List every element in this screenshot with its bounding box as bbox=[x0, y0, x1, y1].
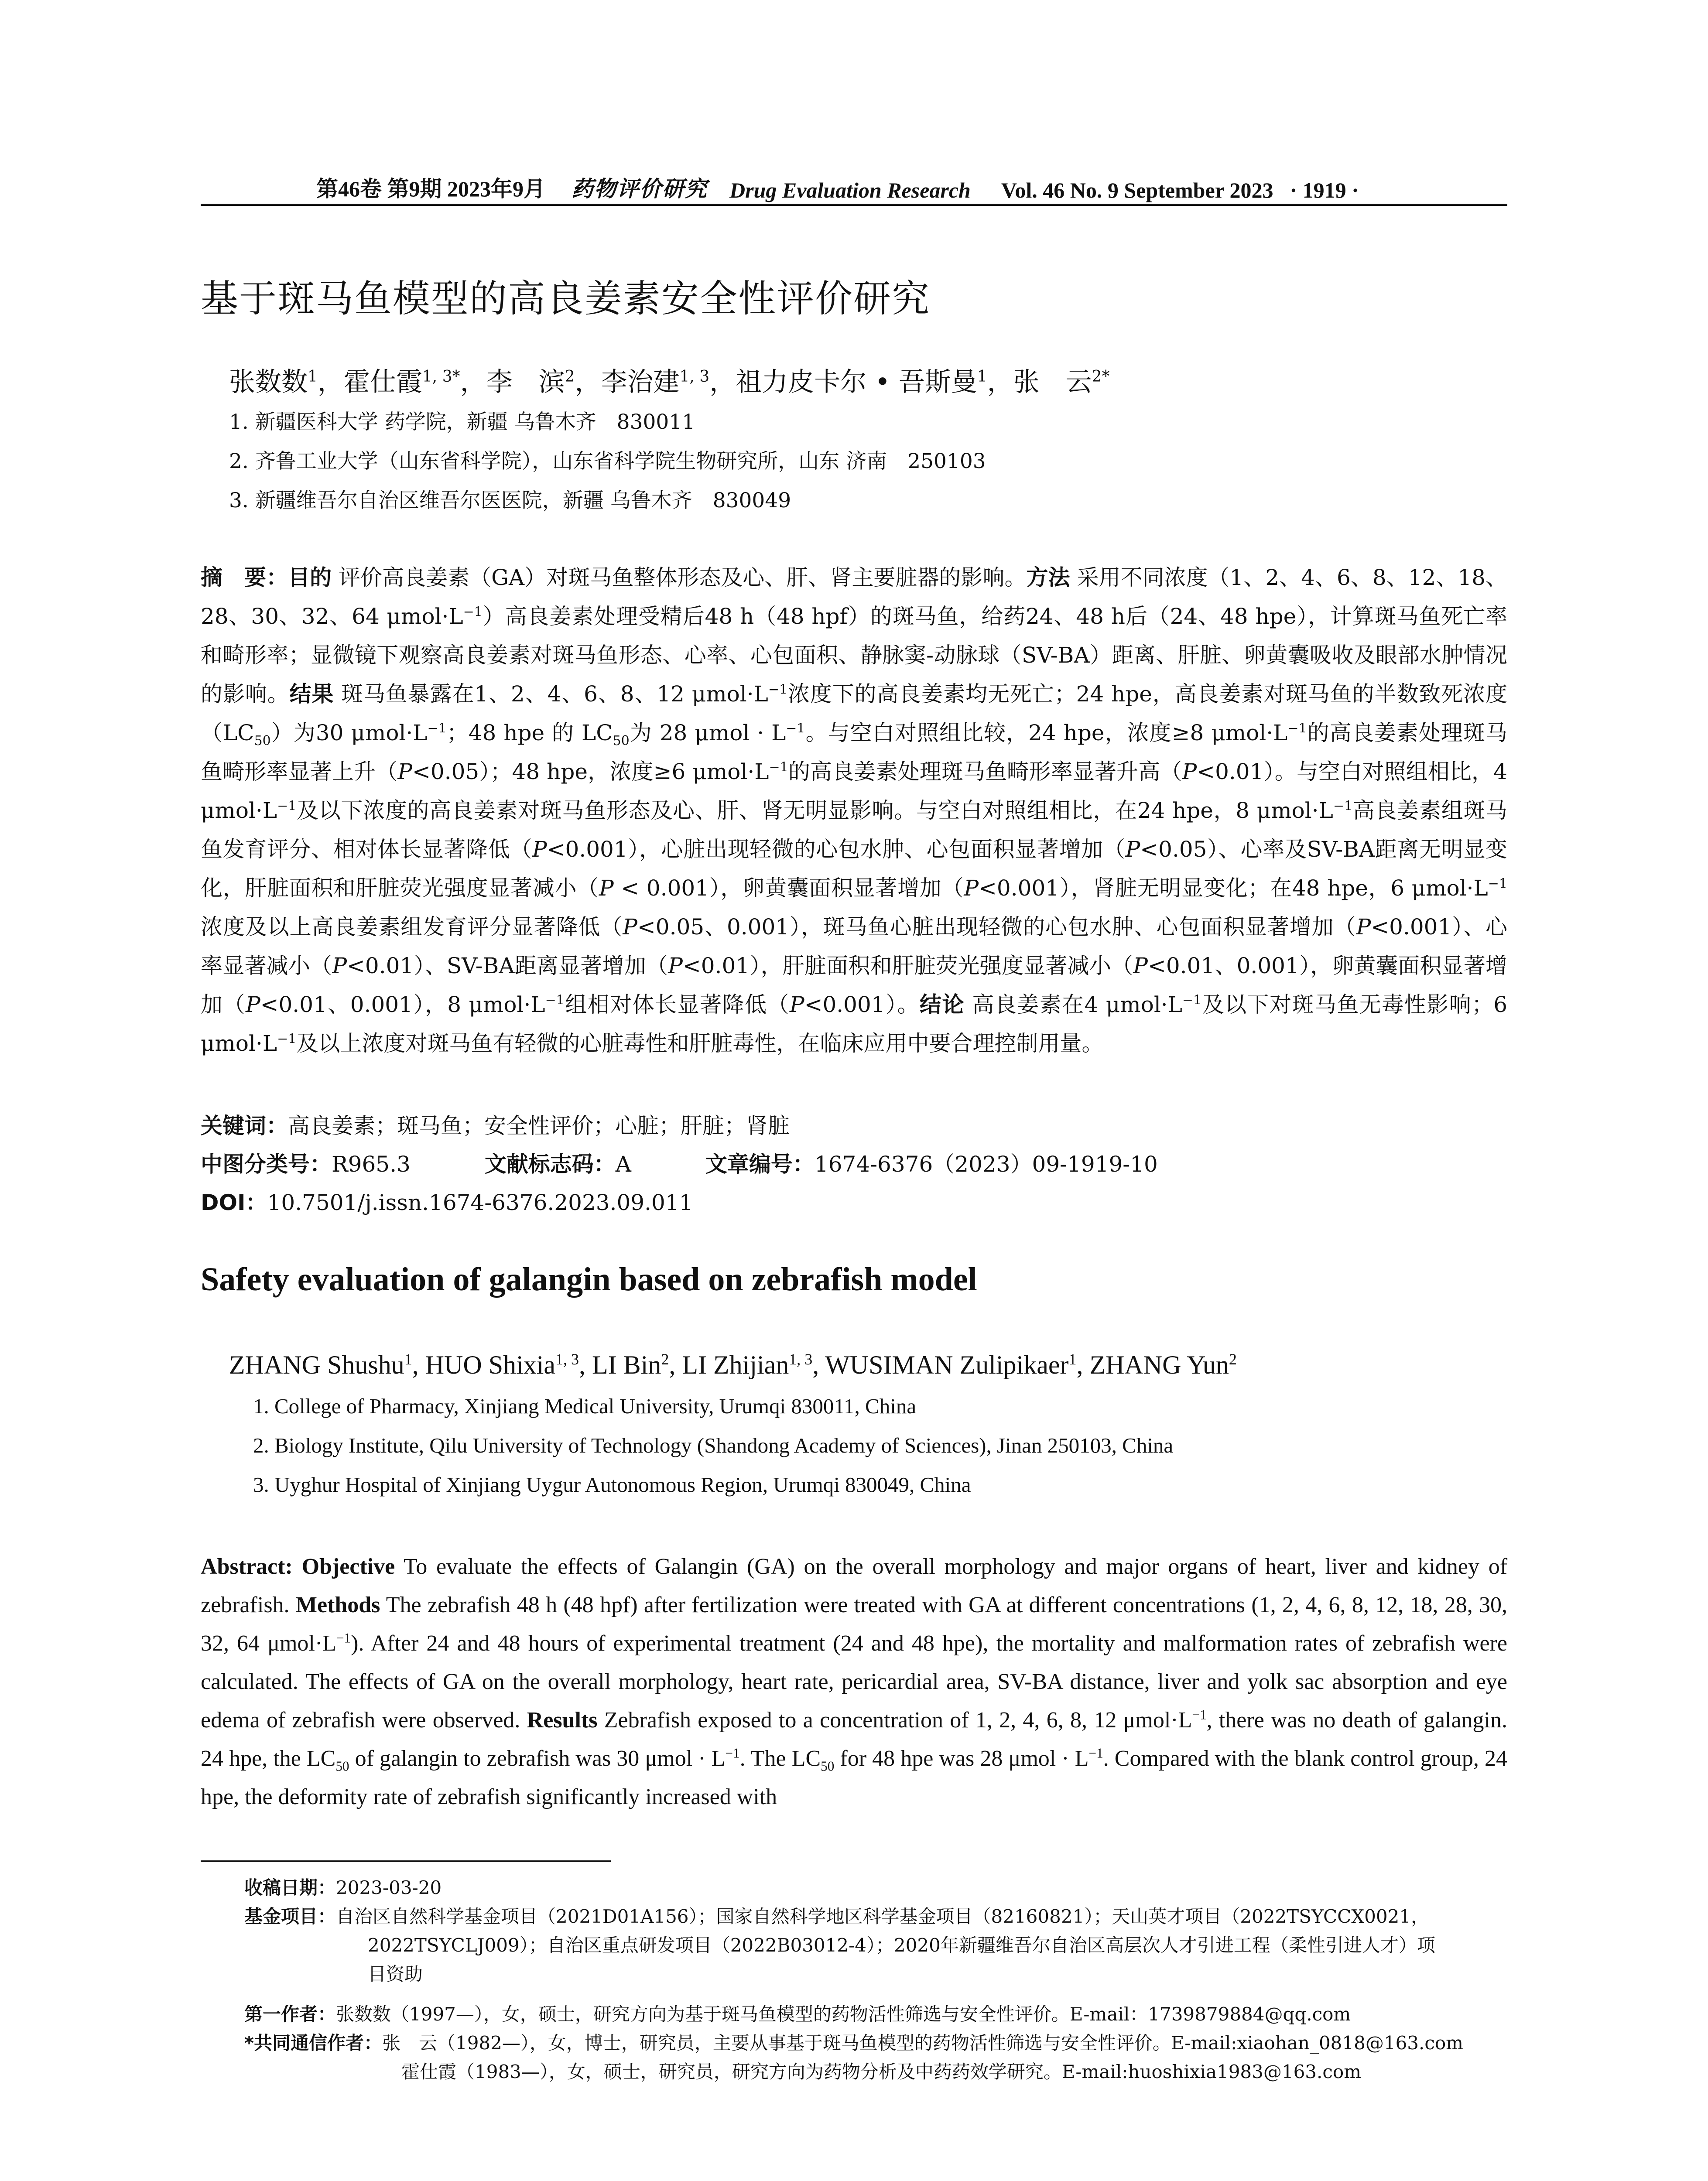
p-value-symbol: P bbox=[1133, 953, 1148, 978]
author-cn: 霍仕霞 bbox=[343, 367, 422, 397]
abstract-text: <0.05）；48 hpe，浓度≥6 μmol·L bbox=[412, 759, 769, 784]
affiliation-cn: 2. 齐鲁工业大学（山东省科学院），山东省科学院生物研究所，山东 济南 250103 bbox=[229, 449, 986, 473]
p-value-symbol: P bbox=[1182, 759, 1197, 784]
abstract-text: 的高良姜素处理斑马鱼畸形率显著上升（ bbox=[201, 720, 1508, 784]
author-sup: 1, 3 bbox=[555, 1350, 579, 1368]
received-label: 收稿日期： bbox=[244, 1877, 336, 1898]
superscript: −1 bbox=[769, 759, 788, 775]
abstract-text-en: ). After 24 and 48 hours of experimental treatment (24 and 48 hpe), the mortality and malformation rates of zebrafish were calculated. The effects of GA on the overall morphology, heart rate, pericardial area, SV-BA distance, liver and yolk sac absorption and eye edema of zebrafish were observed. bbox=[201, 1631, 1507, 1733]
author-en: ZHANG Shushu bbox=[229, 1350, 404, 1379]
superscript: −1 bbox=[1192, 1707, 1207, 1723]
superscript: −1 bbox=[786, 721, 805, 736]
abstract-text: 为 28 μmol · L bbox=[629, 720, 786, 745]
running-header bbox=[201, 168, 1507, 203]
p-value-symbol: P bbox=[532, 837, 547, 862]
abstract-cn bbox=[201, 558, 1507, 1104]
abstract-text: <0.05）、心率及SV-BA距离无明显变化，肝脏面积和肝脏荧光强度显著减小（ bbox=[201, 837, 1507, 901]
methods-label-en: Methods bbox=[295, 1593, 380, 1617]
p-value-symbol: P bbox=[668, 953, 683, 978]
footnote-first-author bbox=[244, 2000, 1351, 2029]
author-sep: ， bbox=[709, 367, 736, 397]
authors-en bbox=[229, 1350, 1237, 1380]
affiliation-en: 2. Biology Institute, Qilu University of Technology (Shandong Academy of Sciences), Jinan 250103, China bbox=[253, 1433, 1174, 1457]
keywords-text: 高良姜素；斑马鱼；安全性评价；心脏；肝脏；肾脏 bbox=[288, 1113, 790, 1138]
abstract-text-en: Zebrafish exposed to a concentration of 1, 2, 4, 6, 8, 12 μmol·L bbox=[597, 1708, 1192, 1733]
doc-code-label: 文献标志码： bbox=[484, 1152, 616, 1177]
clc-value: R965.3 bbox=[332, 1152, 411, 1177]
abstract-text: 的高良姜素处理斑马鱼畸形率显著升高（ bbox=[788, 759, 1182, 784]
footnote-fund-cont: 2022TSYCLJ009）；自治区重点研发项目（2022B03012-4）；2020年新疆维吾尔自治区高层次人才引进工程（柔性引进人才）项 bbox=[368, 1935, 1435, 1956]
first-author-label: 第一作者： bbox=[244, 2003, 336, 2025]
abstract-text: <0.001）、心率显著减小（ bbox=[201, 914, 1507, 978]
abstract-text: 。与空白对照组比较，24 hpe，浓度≥8 μmol·L bbox=[805, 720, 1288, 745]
superscript: −1 bbox=[1488, 876, 1507, 892]
header-volume: Vol. 46 No. 9 September 2023 bbox=[1001, 178, 1273, 202]
article-number-label: 文章编号： bbox=[705, 1152, 815, 1177]
author-cn: 张数数 bbox=[229, 367, 308, 397]
p-value-symbol: P bbox=[1356, 914, 1371, 940]
corresponding-label: *共同通信作者： bbox=[244, 2032, 382, 2054]
subscript: 50 bbox=[254, 733, 271, 749]
author-sup: 1 bbox=[404, 1350, 412, 1368]
abstract-text: 及以下浓度的高良姜素对斑马鱼形态及心、肝、肾无明显影响。与空白对照组相比，在24 hpe，8 μmol·L bbox=[296, 798, 1333, 823]
abstract-text: <0.001），肾脏无明显变化；在48 hpe，6 μmol·L bbox=[979, 875, 1488, 901]
corresponding-text: 张 云（1982—），女，博士，研究员，主要从事基于斑马鱼模型的药物活性筛选与安全性评价。E-mail:xiaohan_0818@163.com bbox=[382, 2032, 1463, 2054]
superscript: −1 bbox=[545, 992, 565, 1008]
abstract-text: 斑马鱼暴露在1、2、4、6、8、12 μmol·L bbox=[341, 681, 768, 707]
superscript: −1 bbox=[427, 721, 447, 736]
superscript: −1 bbox=[1088, 1745, 1103, 1761]
journal-logo: 药物评价研究 bbox=[572, 176, 708, 202]
superscript: −1 bbox=[463, 604, 483, 620]
abstract-text: 及以上浓度对斑马鱼有轻微的心脏毒性和肝脏毒性，在临床应用中要合理控制用量。 bbox=[296, 1031, 1104, 1056]
affiliation-cn: 3. 新疆维吾尔自治区维吾尔医医院，新疆 乌鲁木齐 830049 bbox=[229, 489, 791, 513]
keywords-cn bbox=[201, 1108, 790, 1140]
abstract-text: <0.01）。与空白对照组相比，4 μmol·L bbox=[201, 759, 1507, 823]
affiliation-en: 1. College of Pharmacy, Xinjiang Medical University, Urumqi 830011, China bbox=[253, 1394, 917, 1418]
abstract-text: 高良姜素在4 μmol·L bbox=[972, 992, 1182, 1017]
author-sup: 1 bbox=[1068, 1350, 1077, 1368]
author-sup: 1, 3 bbox=[679, 368, 710, 386]
superscript: −1 bbox=[1333, 798, 1353, 814]
p-value-symbol: P bbox=[397, 759, 412, 784]
classification-line bbox=[201, 1147, 1158, 1178]
subscript: 50 bbox=[821, 1758, 835, 1774]
footnote-fund bbox=[244, 1902, 1429, 1931]
subscript: 50 bbox=[335, 1758, 349, 1774]
abstract-text: ）高良姜素处理受精后48 h（48 hpf）的斑马鱼，给药24、48 h后（24、48 hpe），计算斑马鱼死亡率和畸形率；显微镜下观察高良姜素对斑马鱼形态、心率、心包面积、静脉窦-动脉球（SV-BA）距离、肝脏、卵黄囊吸收及眼部水肿情况的影响。 bbox=[201, 604, 1507, 707]
abstract-label: 摘 要： bbox=[201, 565, 288, 590]
author-sup: 1 bbox=[308, 368, 318, 386]
p-value-symbol: P bbox=[599, 875, 614, 901]
abstract-text: <0.01、0.001），8 μmol·L bbox=[260, 992, 545, 1017]
objective-label: 目的 bbox=[288, 565, 332, 590]
subscript: 50 bbox=[613, 733, 630, 749]
author-sep: , bbox=[579, 1350, 592, 1379]
abstract-text: <0.001）。 bbox=[804, 992, 920, 1017]
abstract-text-en: The zebrafish 48 h (48 hpf) after fertilization were treated with GA at different concentrations (1, 2, 4, 6, 8, 12, 18, 28, 30, 32, 64 μmol·L bbox=[201, 1593, 1507, 1656]
author-sep: , bbox=[1076, 1350, 1090, 1379]
author-en: WUSIMAN Zulipikaer bbox=[825, 1350, 1069, 1379]
received-date: 2023-03-20 bbox=[336, 1877, 442, 1898]
keywords-label: 关键词： bbox=[201, 1113, 288, 1138]
p-value-symbol: P bbox=[245, 992, 260, 1017]
footnote-received bbox=[244, 1873, 442, 1902]
abstract-text: <0.01）、SV-BA距离显著增加（ bbox=[347, 953, 668, 978]
article-number-value: 1674-6376（2023）09-1919-10 bbox=[814, 1152, 1158, 1177]
footnote-corresponding-cont: 霍仕霞（1983—），女，硕士，研究员，研究方向为药物分析及中药药效学研究。E-mail:huoshixia1983@163.com bbox=[401, 2061, 1362, 2082]
author-sep: , bbox=[669, 1350, 682, 1379]
abstract-text: 采用不同浓度（1、2、4、6、8、12、18、28、30、32、64 μmol·L bbox=[201, 565, 1508, 629]
author-sup: 2 bbox=[661, 1350, 669, 1368]
author-sep: ， bbox=[317, 367, 344, 397]
objective-label-en: Objective bbox=[301, 1554, 395, 1579]
abstract-text-en: . The LC bbox=[739, 1746, 821, 1771]
abstract-text: 浓度下的高良姜素均无死亡；24 hpe，高良姜素对斑马鱼的半数致死浓度（LC bbox=[201, 681, 1507, 745]
abstract-text: ）为30 μmol·L bbox=[270, 720, 428, 745]
abstract-text-en: of galangin to zebrafish was 30 μmol · L bbox=[349, 1746, 726, 1771]
p-value-symbol: P bbox=[789, 992, 804, 1017]
superscript: −1 bbox=[725, 1745, 740, 1761]
abstract-text: <0.001），心脏出现轻微的心包水肿、心包面积显著增加（ bbox=[547, 837, 1126, 862]
affiliation-en: 3. Uyghur Hospital of Xinjiang Uygur Autonomous Region, Urumqi 830049, China bbox=[253, 1473, 971, 1497]
abstract-text: 浓度及以上高良姜素组发育评分显著降低（ bbox=[201, 914, 623, 940]
header-journal-en: Drug Evaluation Research bbox=[729, 178, 971, 202]
author-sup: 2* bbox=[1092, 368, 1110, 386]
fund-label: 基金项目： bbox=[244, 1906, 336, 1927]
abstract-text: ；48 hpe 的 LC bbox=[446, 720, 613, 745]
abstract-label-en: Abstract: bbox=[201, 1554, 293, 1579]
authors-cn bbox=[229, 361, 1110, 399]
first-author-text: 张数数（1997—），女，硕士，研究方向为基于斑马鱼模型的药物活性筛选与安全性评价。E-mail：1739879884@qq.com bbox=[336, 2003, 1351, 2025]
p-value-symbol: P bbox=[1125, 837, 1140, 862]
abstract-text: 高良姜素组斑马鱼发育评分、相对体长显著降低（ bbox=[201, 798, 1508, 862]
footnote-fund-cont: 目资助 bbox=[368, 1963, 423, 1985]
superscript: −1 bbox=[336, 1630, 351, 1646]
abstract-en bbox=[201, 1548, 1507, 1818]
title-cn: 基于斑马鱼模型的高良姜素安全性评价研究 bbox=[201, 277, 930, 321]
methods-label: 方法 bbox=[1026, 565, 1070, 590]
doc-code-value: A bbox=[615, 1152, 631, 1177]
author-sup: 2 bbox=[1229, 1350, 1237, 1368]
author-en: ZHANG Yun bbox=[1089, 1350, 1229, 1379]
author-cn: 祖力皮卡尔 • 吾斯曼 bbox=[736, 367, 977, 397]
superscript: −1 bbox=[277, 798, 297, 814]
conclusion-label: 结论 bbox=[920, 992, 965, 1017]
author-sep: ， bbox=[987, 367, 1013, 397]
author-cn: 李 滨 bbox=[486, 367, 565, 397]
author-en: LI Zhijian bbox=[682, 1350, 789, 1379]
author-cn: 李治建 bbox=[601, 367, 680, 397]
superscript: −1 bbox=[277, 1031, 297, 1047]
author-en: LI Bin bbox=[592, 1350, 661, 1379]
abstract-text: <0.01、0.001），卵黄囊面积显著增加（ bbox=[201, 953, 1507, 1017]
author-sup: 2 bbox=[565, 368, 575, 386]
abstract-text-en: . Compared with the blank control group, 24 hpe, the deformity rate of zebrafish significantly increased with bbox=[201, 1746, 1508, 1809]
title-en: Safety evaluation of galangin based on zebrafish model bbox=[201, 1261, 977, 1298]
abstract-text: <0.01），肝脏面积和肝脏荧光强度显著减小（ bbox=[682, 953, 1133, 978]
doi-value[interactable]: 10.7501/j.issn.1674-6376.2023.09.011 bbox=[267, 1190, 693, 1215]
p-value-symbol: P bbox=[332, 953, 347, 978]
author-sup: 1, 3* bbox=[422, 368, 460, 386]
results-label: 结果 bbox=[289, 681, 334, 707]
affiliation-cn: 1. 新疆医科大学 药学院，新疆 乌鲁木齐 830011 bbox=[229, 410, 695, 434]
author-sup: 1, 3 bbox=[789, 1350, 813, 1368]
abstract-text: 及以下对斑马鱼无毒性影响；6 μmol·L bbox=[201, 992, 1507, 1056]
header-page-number: · 1919 · bbox=[1290, 178, 1359, 202]
author-sep: ， bbox=[575, 367, 601, 397]
author-sep: ， bbox=[460, 367, 486, 397]
abstract-text-en: for 48 hpe was 28 μmol · L bbox=[834, 1746, 1089, 1771]
doi-line bbox=[201, 1185, 693, 1217]
results-label-en: Results bbox=[527, 1708, 598, 1733]
superscript: −1 bbox=[768, 682, 788, 697]
abstract-text-en: To evaluate the effects of Galangin (GA) on the overall morphology and major organs of heart, liver and kidney of zebrafish. bbox=[201, 1554, 1508, 1617]
fund-text: 自治区自然科学基金项目（2021D01A156）；国家自然科学地区科学基金项目（82160821）；天山英才项目（2022TSYCCX0021， bbox=[336, 1906, 1430, 1927]
author-sup: 1 bbox=[977, 368, 987, 386]
abstract-text: 组相对体长显著降低（ bbox=[564, 992, 790, 1017]
clc-label: 中图分类号： bbox=[201, 1152, 332, 1177]
author-sep: , bbox=[812, 1350, 825, 1379]
header-issue-cn: 第46卷 第9期 2023年9月 bbox=[316, 177, 545, 201]
author-cn: 张 云 bbox=[1013, 367, 1092, 397]
abstract-text: <0.05、0.001），斑马鱼心脏出现轻微的心包水肿、心包面积显著增加（ bbox=[637, 914, 1356, 940]
abstract-text-en: , there was no death of galangin. 24 hpe, the LC bbox=[201, 1708, 1508, 1771]
footnote-corresponding bbox=[244, 2029, 1463, 2058]
p-value-symbol: P bbox=[964, 875, 979, 901]
author-sep: , bbox=[412, 1350, 425, 1379]
header-rule bbox=[201, 204, 1507, 206]
p-value-symbol: P bbox=[623, 914, 637, 940]
author-en: HUO Shixia bbox=[425, 1350, 556, 1379]
objective-text: 评价高良姜素（GA）对斑马鱼整体形态及心、肝、肾主要脏器的影响。 bbox=[339, 565, 1027, 590]
abstract-text: < 0.001），卵黄囊面积显著增加（ bbox=[613, 875, 964, 901]
superscript: −1 bbox=[1287, 721, 1307, 736]
footnote-rule bbox=[201, 1860, 611, 1862]
superscript: −1 bbox=[1182, 992, 1202, 1008]
doi-label: DOI： bbox=[201, 1190, 267, 1215]
